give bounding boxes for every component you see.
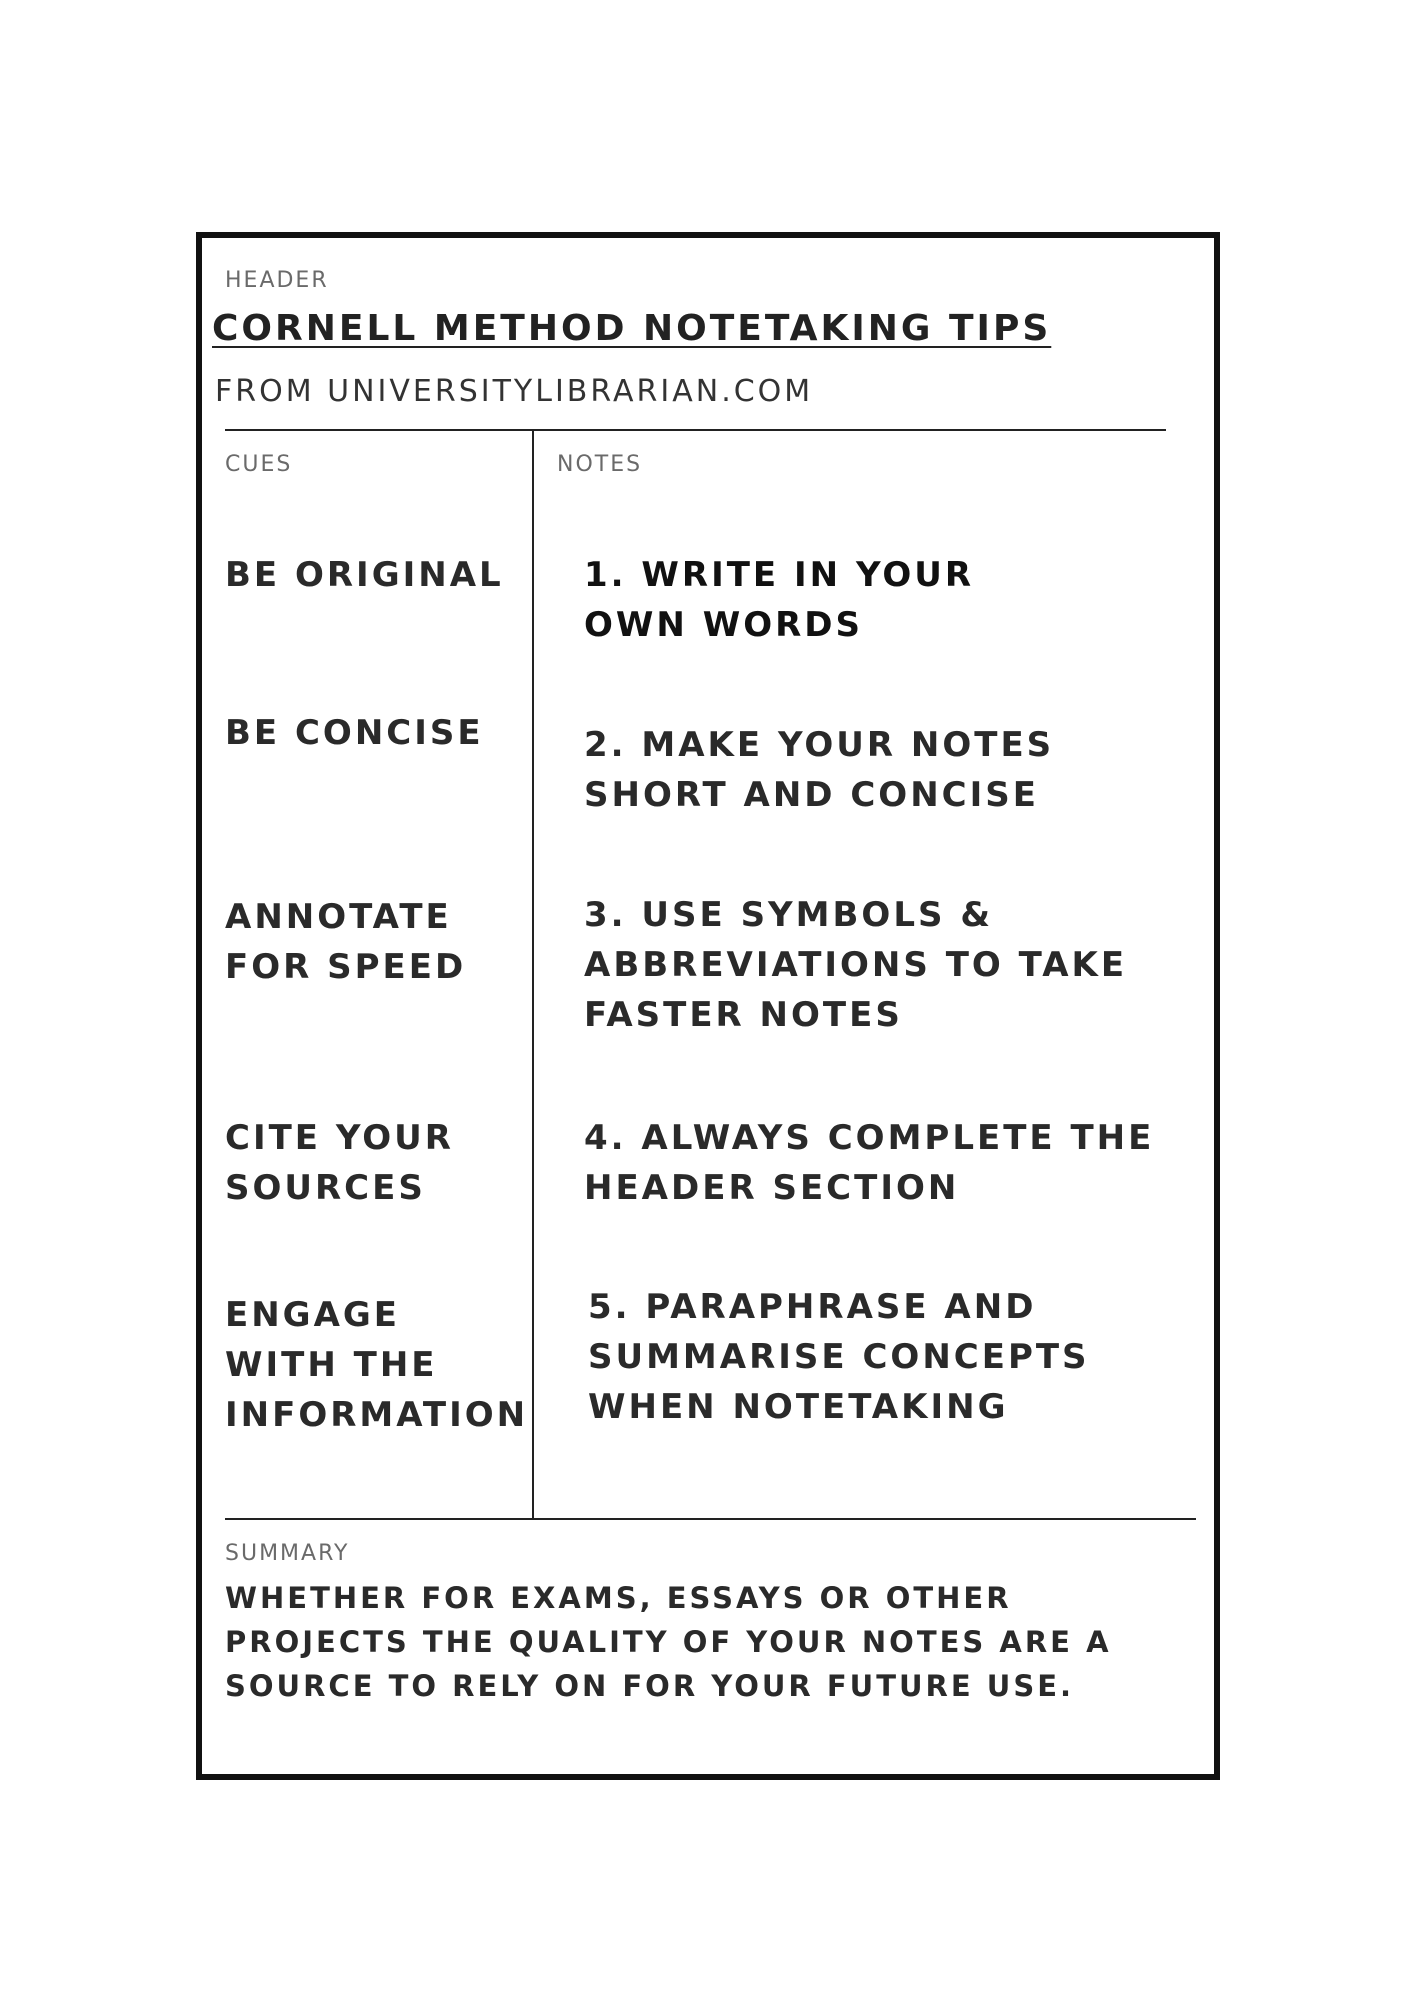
note-3: 3. USE SYMBOLS & ABBREVIATIONS TO TAKE FASTER NOTES (584, 895, 1128, 1035)
header-divider (225, 429, 1166, 431)
cue-cite-your-sources: CITE YOUR SOURCES (225, 1118, 454, 1208)
note-5: 5. PARAPHRASE AND SUMMARISE CONCEPTS WHEN NOTETAKING (588, 1287, 1090, 1427)
cue-be-original: BE ORIGINAL (225, 555, 504, 595)
page-subtitle: FROM UNIVERSITYLIBRARIAN.COM (215, 374, 814, 409)
header-label: HEADER (225, 268, 329, 293)
summary-label: SUMMARY (225, 1541, 350, 1566)
cue-engage-with-information: ENGAGE WITH THE INFORMATION (225, 1295, 529, 1435)
cue-be-concise: BE CONCISE (225, 713, 484, 753)
summary-divider (225, 1518, 1196, 1520)
column-divider (532, 431, 534, 1520)
cue-annotate-for-speed: ANNOTATE FOR SPEED (225, 897, 467, 987)
note-1: 1. WRITE IN YOUR OWN WORDS (584, 555, 975, 645)
page-title: CORNELL METHOD NOTETAKING TIPS (212, 308, 1052, 349)
notes-label: NOTES (557, 452, 643, 477)
note-4: 4. ALWAYS COMPLETE THE HEADER SECTION (584, 1118, 1155, 1208)
summary-text: WHETHER FOR EXAMS, ESSAYS OR OTHER PROJECTS THE QUALITY OF YOUR NOTES ARE A SOURCE TO RELY ON FOR YOUR FUTURE USE. (225, 1581, 1112, 1703)
note-2: 2. MAKE YOUR NOTES SHORT AND CONCISE (584, 725, 1055, 815)
cues-label: CUES (225, 452, 293, 477)
